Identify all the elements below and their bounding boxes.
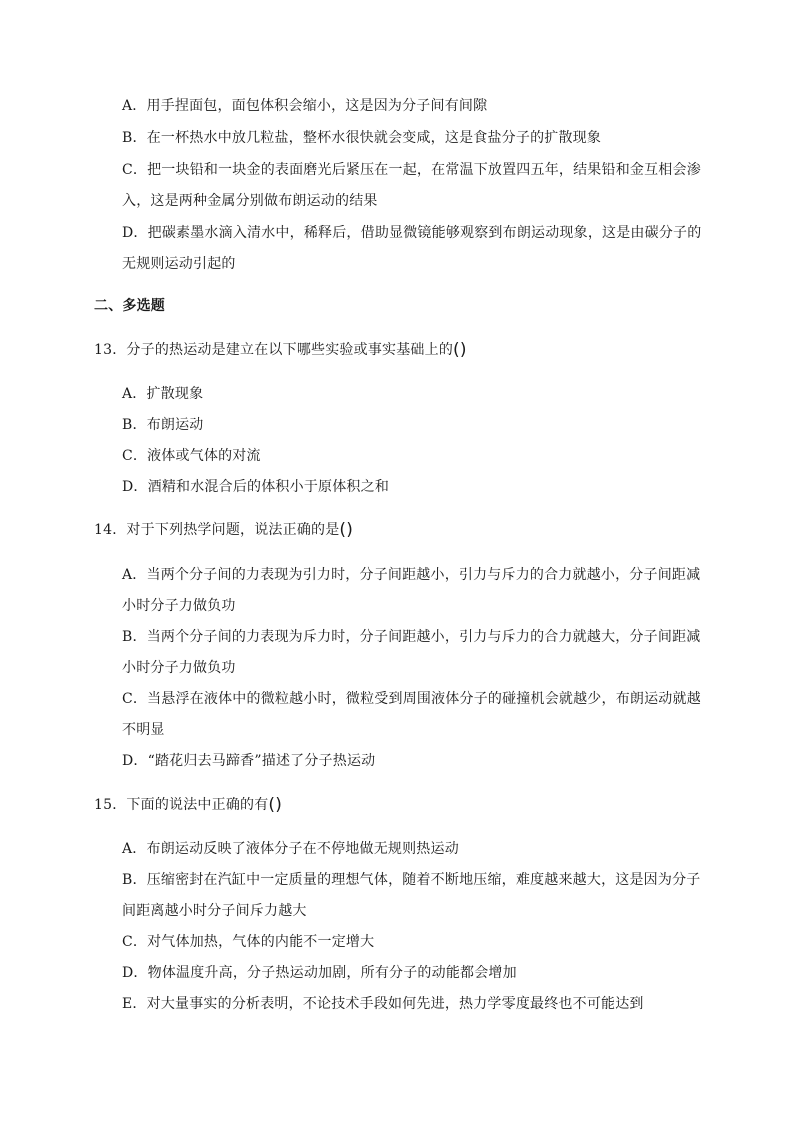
- question-15-stem: [94, 794, 282, 815]
- q15-option-c: C．对气体加热，气体的内能不一定增大: [122, 934, 375, 950]
- q15-option-a: A．布朗运动反映了液体分子在不停地做无规则热运动: [122, 841, 459, 857]
- question-13-stem: [94, 339, 467, 360]
- q13-option-b: B．布朗运动: [122, 417, 204, 433]
- q13-option-c: C．液体或气体的对流: [122, 448, 261, 464]
- q13-option-a: A．扩散现象: [122, 386, 204, 402]
- answer-paren: (): [268, 795, 283, 815]
- option-d-line-2: 无规则运动引起的: [122, 256, 236, 272]
- question-15-text: 15．下面的说法中正确的有: [94, 797, 269, 813]
- option-a-line-1: A．用手捏面包，面包体积会缩小，这是因为分子间有间隙: [122, 98, 488, 114]
- question-13-text: 13．分子的热运动是建立在以下哪些实验或事实基础上的: [94, 342, 454, 358]
- answer-paren: (): [339, 520, 354, 540]
- q15-option-e: E．对大量事实的分析表明，不论技术手段如何先进，热力学零度最终也不可能达到: [122, 996, 644, 1012]
- q14-option-d: D．“踏花归去马蹄香”描述了分子热运动: [122, 753, 376, 769]
- q15-option-d: D．物体温度升高，分子热运动加剧，所有分子的动能都会增加: [122, 965, 517, 981]
- q13-option-d: D．酒精和水混合后的体积小于原体积之和: [122, 479, 390, 495]
- q14-option-a-line-2: 小时分子力做负功: [122, 598, 236, 614]
- option-c-line-1: C．把一块铅和一块金的表面磨光后紧压在一起，在常温下放置四五年，结果铅和金互相会渗: [122, 162, 701, 178]
- option-d-line-1: D．把碳素墨水滴入清水中，稀释后，借助显微镜能够观察到布朗运动现象，这是由碳分子的: [122, 225, 702, 241]
- question-14-stem: [94, 519, 353, 540]
- q15-option-b-line-1: B．压缩密封在汽缸中一定质量的理想气体，随着不断地压缩，难度越来越大，这是因为分子: [122, 872, 701, 888]
- answer-paren: (): [453, 340, 467, 360]
- q14-option-c-line-1: C．当悬浮在液体中的微粒越小时，微粒受到周围液体分子的碰撞机会就越少，布朗运动就越: [122, 691, 701, 707]
- question-14-text: 14．对于下列热学问题，说法正确的是: [94, 522, 340, 538]
- option-c-line-2: 入，这是两种金属分别做布朗运动的结果: [122, 193, 378, 209]
- option-b-line-1: B．在一杯热水中放几粒盐，整杯水很快就会变咸，这是食盐分子的扩散现象: [122, 130, 602, 146]
- q14-option-b-line-2: 小时分子力做负功: [122, 660, 236, 676]
- q14-option-a-line-1: A．当两个分子间的力表现为引力时，分子间距越小，引力与斥力的合力就越小，分子间距减: [122, 567, 701, 583]
- section-title: 二、多选题: [94, 298, 165, 314]
- q14-option-c-line-2: 不明显: [122, 722, 165, 738]
- q14-option-b-line-1: B．当两个分子间的力表现为斥力时，分子间距越小，引力与斥力的合力就越大，分子间距减: [122, 629, 701, 645]
- q15-option-b-line-2: 间距离越小时分子间斥力越大: [122, 903, 307, 919]
